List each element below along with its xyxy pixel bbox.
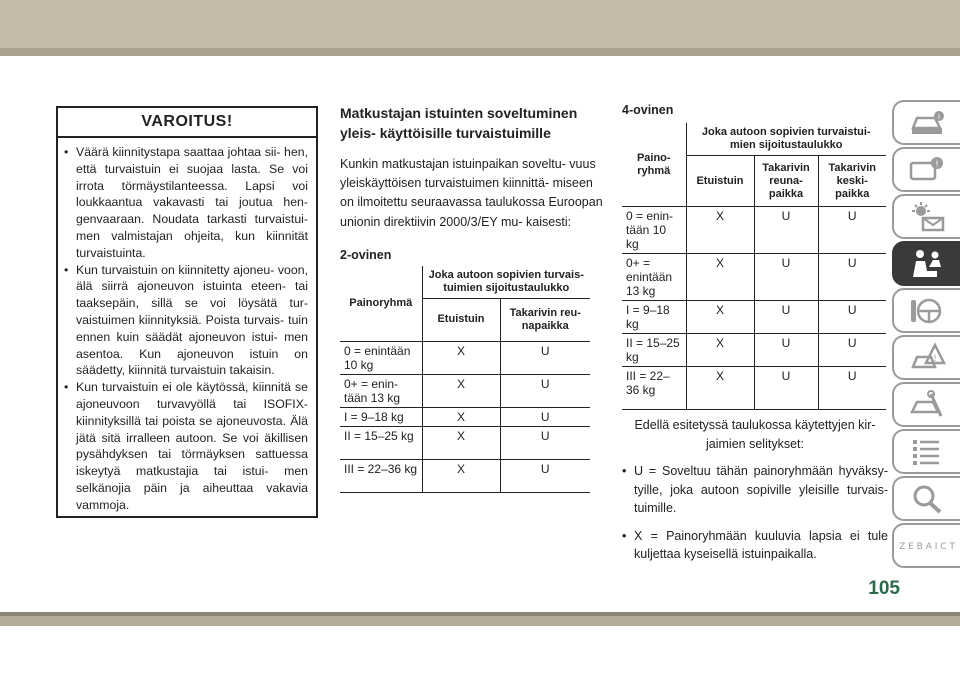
warning-lights-icon [907,153,947,187]
child-seat-icon [907,247,947,281]
table-row [340,374,590,407]
tab-search[interactable] [892,476,960,521]
top-band-stripe [0,48,960,56]
table-row [340,459,590,492]
table-cell: U [818,207,886,254]
top-band [0,0,960,56]
tab-emergency[interactable] [892,335,960,380]
legend-item: • X = Painoryhmään kuuluvia lapsia ei tule kuljettaa kyseisellä istuinpaikalla. [622,527,888,564]
table-cell-group: I = 9–18 kg [622,301,686,334]
table-cell: U [754,367,818,410]
table-row [622,301,886,334]
table-cell-group: I = 9–18 kg [340,407,422,426]
table-cell-group: 0 = enintään 10 kg [340,341,422,374]
table-cell-group: 0+ = enintään 13 kg [622,254,686,301]
light-message-icon [907,200,947,234]
table-cell: X [686,334,754,367]
legend-intro: Edellä esitetyssä taulukossa käytettyjen kir- jaimien selitykset: [634,418,876,451]
warning-item: • Väärä kiinnitystapa saattaa johtaa sii- hen, että turvaistuin ei suojaa lasta. Se voi irrota törmäystilanteessa. Lapsi voi loukkaantua vakavasti tai joutua hen- genvaaraan. Noudata tarkasti turvaistui- men valmistajan ohjeita, kun kiinnität turvaistuinta. [64,144,308,262]
svg-text:!: ! [933,353,937,364]
legend-notes [622,416,888,564]
tab-specs-list[interactable] [892,429,960,474]
tab-child-seat[interactable] [892,241,960,286]
table-cell: U [500,374,590,407]
table-cell: X [422,407,500,426]
emergency-icon [907,341,947,375]
tab-car-info[interactable] [892,100,960,145]
table-cell: X [686,254,754,301]
table-2door [340,266,590,493]
svg-text:!: ! [935,159,939,170]
legend-list [622,462,888,564]
table-row [622,334,886,367]
tab-maintenance[interactable] [892,382,960,427]
bottom-band [0,612,960,626]
table-2door-label: 2-ovinen [340,247,392,262]
svg-text:i: i [938,112,940,121]
table-header-col: Takarivin keski- paikka [818,156,886,207]
page-number: 105 [868,578,900,599]
warning-box [56,106,318,518]
svg-text:Z E B A I C T: Z E B A I C T [899,541,955,552]
right-column [622,103,888,573]
table-header-group: Paino- ryhmä [622,123,686,207]
table-cell: U [500,426,590,459]
table-cell: X [422,374,500,407]
tab-index[interactable] [892,523,960,568]
chapter-tabs [892,100,960,570]
table-cell: X [422,426,500,459]
table-header-col: Takarivin reu- napaikka [500,298,590,341]
table-header-span: Joka autoon sopivien turvaistui- mien sijoitustaulukko [686,123,886,156]
table-row [340,407,590,426]
maintenance-icon [907,388,947,422]
table-cell: U [754,207,818,254]
table-header-col: Takarivin reuna- paikka [754,156,818,207]
table-header-col: Etuistuin [686,156,754,207]
warning-item: • Kun turvaistuin on kiinnitetty ajoneu- voon, älä siirrä ajoneuvon istuinta eteen- tai taaksepäin, sillä se voi löysätä tur- vaistuimen kiinnityksiä. Poista turvais- tuin ennen kuin säädät ajoneuvon istui- men asentoa. Kun ajoneuvon istuin on säädetty, kiinnitä turvaistuin takaisin. [64,262,308,380]
table-cell: X [686,207,754,254]
table-row [340,426,590,459]
table-cell: X [686,301,754,334]
table-cell: U [818,334,886,367]
table-cell: U [754,301,818,334]
car-info-icon [907,106,947,140]
table-header-span: Joka autoon sopivien turvais- tuimien sijoitustaulukko [422,266,590,299]
index-icon [899,529,955,563]
table-cell: U [754,334,818,367]
section-paragraph: Kunkin matkustajan istuinpaikan soveltu- vuus yleiskäyttöisen turvaistuimen kiinnittä- miseen on ilmoitettu seuraavassa taulukossa Euroopan unionin direktiivin 2000/3/EY mu- kaisesti: [340,157,603,229]
table-row [622,367,886,410]
table-cell: U [818,301,886,334]
middle-column [340,103,606,493]
specs-list-icon [907,435,947,469]
warning-title: VAROITUS! [58,108,316,138]
table-cell-group: III = 22–36 kg [340,459,422,492]
table-4door-label: 4-ovinen [622,103,674,117]
legend-item: • U = Soveltuu tähän painoryhmään hyväksy- tyille, joka autoon sopiville yleisille turvais- tuimille. [622,462,888,518]
steering-icon [907,294,947,328]
table-header-col: Etuistuin [422,298,500,341]
table-cell: X [422,459,500,492]
warning-list [58,144,316,514]
warning-item: • Kun turvaistuin ei ole käytössä, kiinnitä se ajoneuvoon turvavyöllä tai ISOFIX- kiinnityksillä tai poista se ajoneuvosta. Älä jätä sitä irralleen autoon. Se voi äkillisen pysähdyksen tai törmäyksen sattuessa iskeytyä matkustajia tai istui- men selkänojia päin ja aiheuttaa vakavia vammoja. [64,379,308,513]
tab-light-message[interactable] [892,194,960,239]
table-cell-group: 0 = enin- tään 10 kg [622,207,686,254]
search-icon [907,482,947,516]
table-cell: U [500,459,590,492]
table-cell: U [818,254,886,301]
table-cell-group: III = 22–36 kg [622,367,686,410]
table-cell: U [500,407,590,426]
table-cell-group: II = 15–25 kg [622,334,686,367]
table-4door [622,123,886,410]
table-cell: U [818,367,886,410]
tab-steering[interactable] [892,288,960,333]
table-row [622,207,886,254]
section-heading: Matkustajan istuinten soveltuminen yleis- käyttöisille turvaistuimille [340,105,578,141]
tab-warning-lights[interactable] [892,147,960,192]
table-cell: U [754,254,818,301]
table-cell: X [686,367,754,410]
table-header-group: Painoryhmä [340,266,422,342]
table-cell: U [500,341,590,374]
table-row [622,254,886,301]
table-cell: X [422,341,500,374]
bottom-band-edge [0,612,960,616]
table-cell-group: 0+ = enin- tään 13 kg [340,374,422,407]
table-cell-group: II = 15–25 kg [340,426,422,459]
table-row [340,341,590,374]
